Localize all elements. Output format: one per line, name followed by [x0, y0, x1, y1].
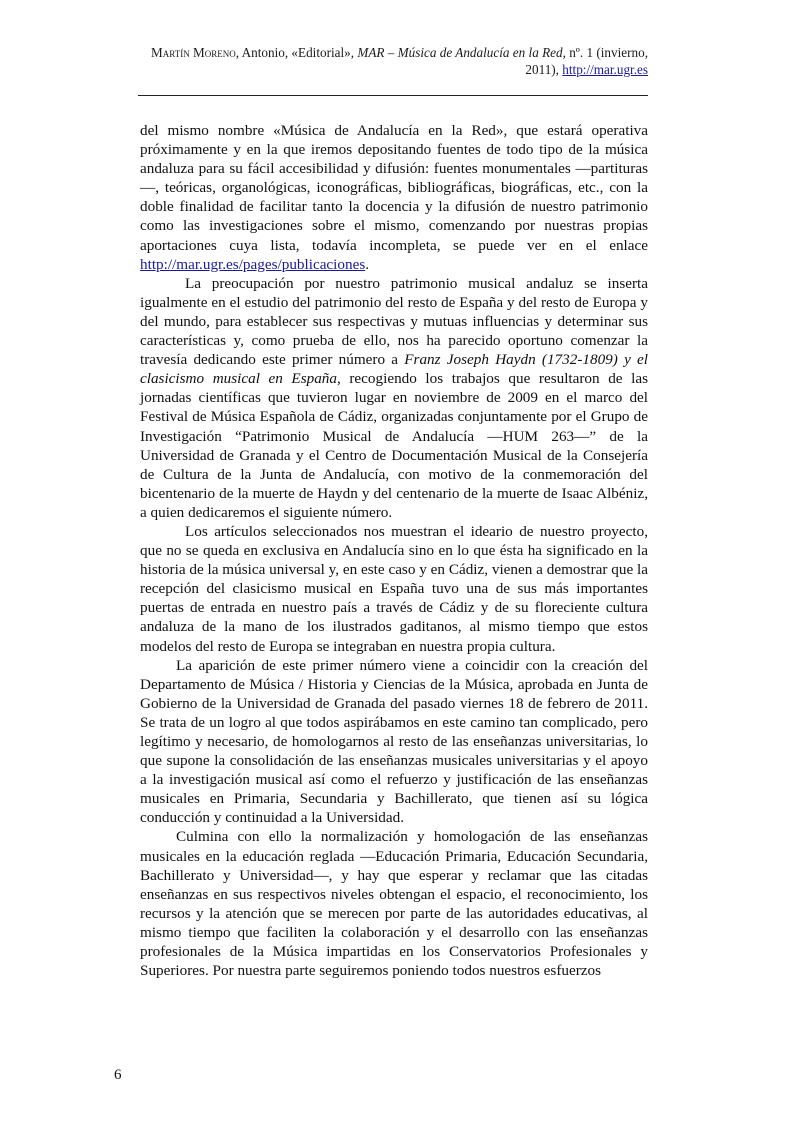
header-url-link[interactable]: http://mar.ugr.es: [562, 62, 648, 77]
paragraph-5: Culmina con ello la normalización y homologación de las enseñanzas musicales en la educación reglada —Educación Primaria, Educación Secundaria, Bachillerato y Universidad—, y hay que esperar y reclamar que las citadas enseñanzas en sus respectivos niveles obtengan el espacio, el reconocimiento, los recursos y la atención que se merecen por parte de las autoridades educativas, al mismo tiempo que faciliten la colaboración y el desarrollo con las enseñanzas profesionales de la Música impartidas en los Conservatorios Profesionales y Superiores. Por nuestra parte seguiremos poniendo todos nuestros esfuerzos: [140, 828, 648, 980]
paragraph-4: La aparición de este primer número viene a coincidir con la creación del Departamento de Música / Historia y Ciencias de la Música, aprobada en Junta de Gobierno de la Universidad de Granada del pasado viernes 18 de febrero de 2011. Se trata de un logro al que todos aspirábamos en este camino tan complicado, pero legítimo y necesario, de homologarnos al resto de las enseñanzas universitarias, lo que supone la consolidación de las enseñanzas musicales universitarias y el apoyo a la investigación musical así como el refuerzo y justificación de las enseñanzas musicales en Primaria, Secundaria y Bachillerato, que tienen así su lógica conducción y continuidad a la Universidad.: [140, 656, 648, 827]
paragraph-1: [140, 121, 648, 274]
paragraph-2-text: La preocupación por nuestro patrimonio musical andaluz se inserta igualmente en el estudio del patrimonio del resto de España y del resto de Europa y del mundo, para establecer sus respectivas y mutuas influencias y determinar sus características y, como prueba de ello, nos ha parecido oportuno comenzar la travesía dedicando este primer número a: [140, 274, 648, 369]
paragraph-2: [140, 274, 648, 522]
publications-link[interactable]: http://mar.ugr.es/pages/publicaciones: [140, 255, 366, 273]
header-journal-title: MAR – Música de Andalucía en la Red: [357, 45, 563, 60]
paragraph-2-italic-title: Franz Joseph Haydn (1732-1809) y el clasicismo musical en España,: [140, 351, 648, 388]
header-author-rest: , Antonio, «Editorial»,: [235, 45, 358, 60]
paragraph-1-text: del mismo nombre «Música de Andalucía en la Red», que estará operativa próximamente y en la que iremos depositando fuentes de todo tipo de la música andaluza para su fácil accesibilidad y difusión: fuentes monumentales —partituras—, teóricas, organológicas, iconográficas, bibliográficas, biográficas, etc., con la doble finalidad de facilitar tanto la docencia y la difusión de nuestro patrimonio como las investigaciones sobre el mismo, comenzando por nuestras propias aportaciones cuya lista, todavía incompleta, se puede ver en el enlace: [140, 122, 648, 254]
article-body: [140, 121, 648, 980]
paragraph-3: Los artículos seleccionados nos muestran el ideario de nuestro proyecto, que no se queda en exclusiva en Andalucía sino en lo que ésta ha significado en la historia de la música universal y, en este caso y en Cádiz, vienen a demostrar que la recepción del clasicismo musical en España tuvo una de sus más importantes puertas de entrada en nuestro país a través de Cádiz y de su floreciente cultura andaluza de la mano de los ilustrados gaditanos, al mismo tiempo que estos modelos del resto de Europa se integraban en nuestra propia cultura.: [140, 522, 648, 655]
paragraph-2-rest: recogiendo los trabajos que resultaron de las jornadas científicas que tuvieron lugar en noviembre de 2009 en el marco del Festival de Música Española de Cádiz, organizadas conjuntamente por el Grupo de Investigación “Patrimonio Musical de Andalucía —HUM 263—” de la Universidad de Granada y el Centro de Documentación Musical de la Consejería de Cultura de la Junta de Andalucía, con motivo de la conmemoración del bicentenario de la muerte de Haydn y del centenario de la muerte de Isaac Albéniz, a quien dedicaremos el siguiente número.: [140, 370, 648, 521]
paragraph-1-end: .: [365, 255, 370, 273]
running-header: [140, 44, 648, 78]
header-divider: [138, 95, 648, 96]
header-issue: , nº. 1 (invierno, 2011),: [525, 45, 648, 77]
page-number: 6: [114, 1067, 122, 1083]
header-author: Martín Moreno: [151, 45, 236, 60]
